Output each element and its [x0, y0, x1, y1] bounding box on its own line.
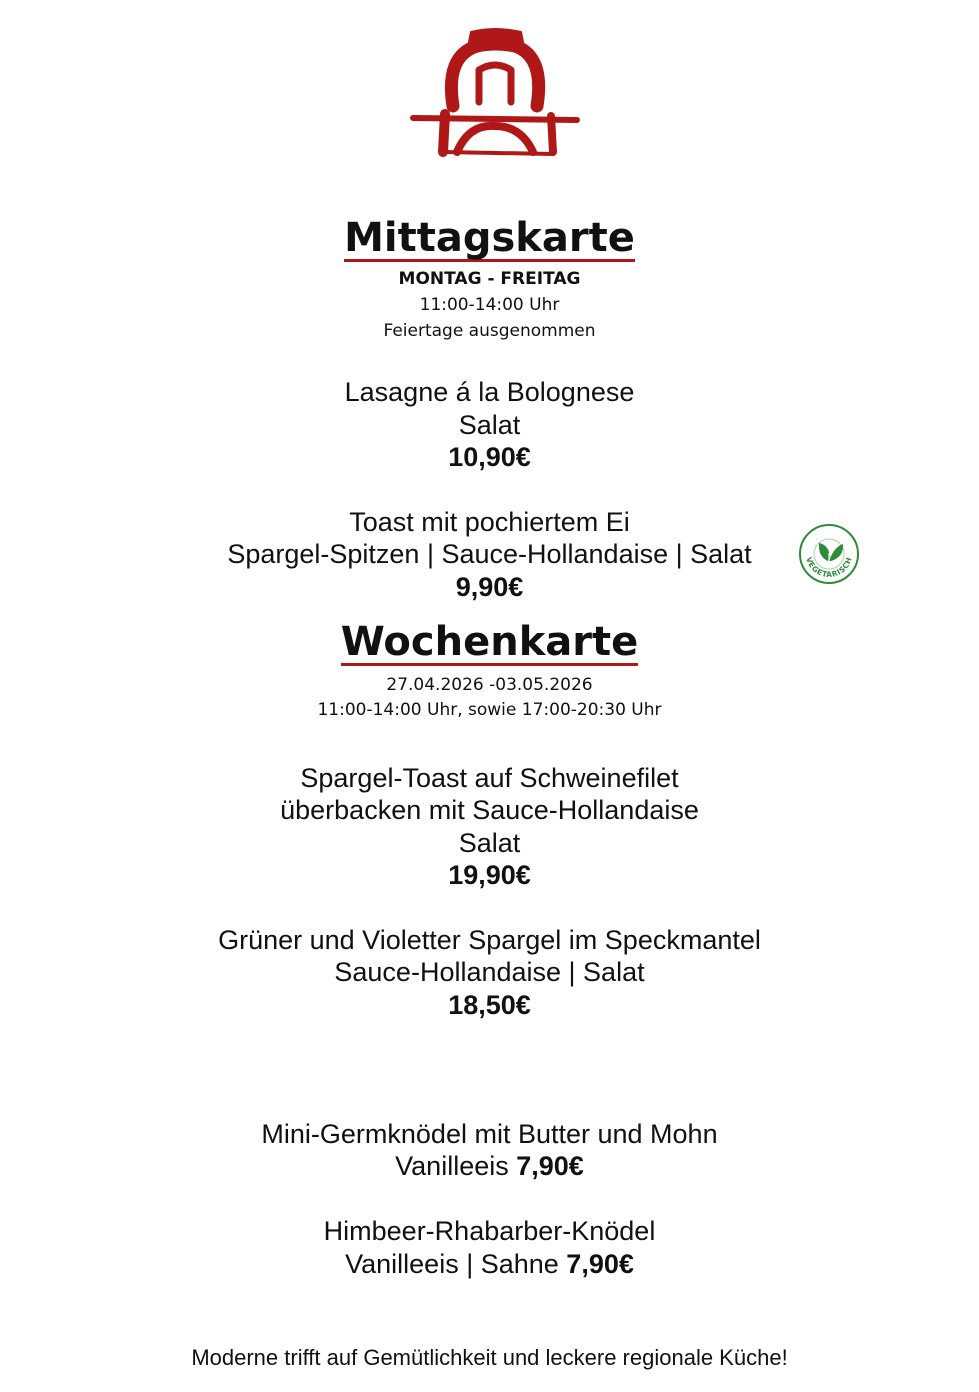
weekly-hours: 11:00-14:00 Uhr, sowie 17:00-20:30 Uhr: [317, 700, 662, 720]
lunch-dish-2-side: Spargel-Spitzen | Sauce-Hollandaise | Salat: [227, 539, 752, 569]
dessert-1-side: Vanilleeis: [395, 1151, 509, 1181]
lunch-dish-1-name: Lasagne á la Bolognese: [344, 377, 635, 407]
weekly-dish-1-desc: überbacken mit Sauce-Hollandaise: [280, 795, 699, 825]
lunch-dish-1-price: 10,90€: [448, 442, 531, 472]
weekly-dish-2-side: Sauce-Hollandaise | Salat: [334, 957, 645, 987]
lunch-menu-title: Mittagskarte: [344, 215, 635, 261]
weekly-dish-1-price: 19,90€: [448, 860, 531, 890]
vegetarian-badge-label: VEGETARISCH: [804, 555, 854, 580]
lunch-days: MONTAG - FREITAG: [398, 269, 581, 289]
footer-slogan: Moderne trifft auf Gemütlichkeit und leckere regionale Küche!: [191, 1345, 788, 1370]
dessert-2-price: 7,90€: [566, 1249, 634, 1279]
weekly-menu-title: Wochenkarte: [340, 619, 639, 665]
lunch-hours: 11:00-14:00 Uhr: [419, 295, 560, 315]
weekly-dish-2-name: Grüner und Violetter Spargel im Speckmantel: [218, 925, 761, 955]
dessert-1-name: Mini-Germknödel mit Butter und Mohn: [261, 1119, 718, 1149]
lunch-note: Feiertage ausgenommen: [383, 321, 596, 341]
vegetarian-badge-icon: [798, 523, 860, 585]
dessert-2-name: Himbeer-Rhabarber-Knödel: [323, 1216, 656, 1246]
oven-logo-icon: [409, 26, 581, 158]
weekly-dish-1-side: Salat: [458, 828, 521, 858]
lunch-dish-2-name: Toast mit pochiertem Ei: [349, 507, 630, 537]
dessert-1-price: 7,90€: [516, 1151, 584, 1181]
weekly-dish-2-price: 18,50€: [448, 990, 531, 1020]
dessert-2-line: [0, 1248, 979, 1280]
lunch-dish-1-side: Salat: [458, 410, 521, 440]
dessert-2-side: Vanilleeis | Sahne: [345, 1249, 559, 1279]
weekly-dish-1-name: Spargel-Toast auf Schweinefilet: [300, 763, 679, 793]
dessert-1-line: [0, 1150, 979, 1182]
weekly-dates: 27.04.2026 -03.05.2026: [386, 675, 593, 695]
lunch-dish-2-price: 9,90€: [455, 572, 524, 602]
